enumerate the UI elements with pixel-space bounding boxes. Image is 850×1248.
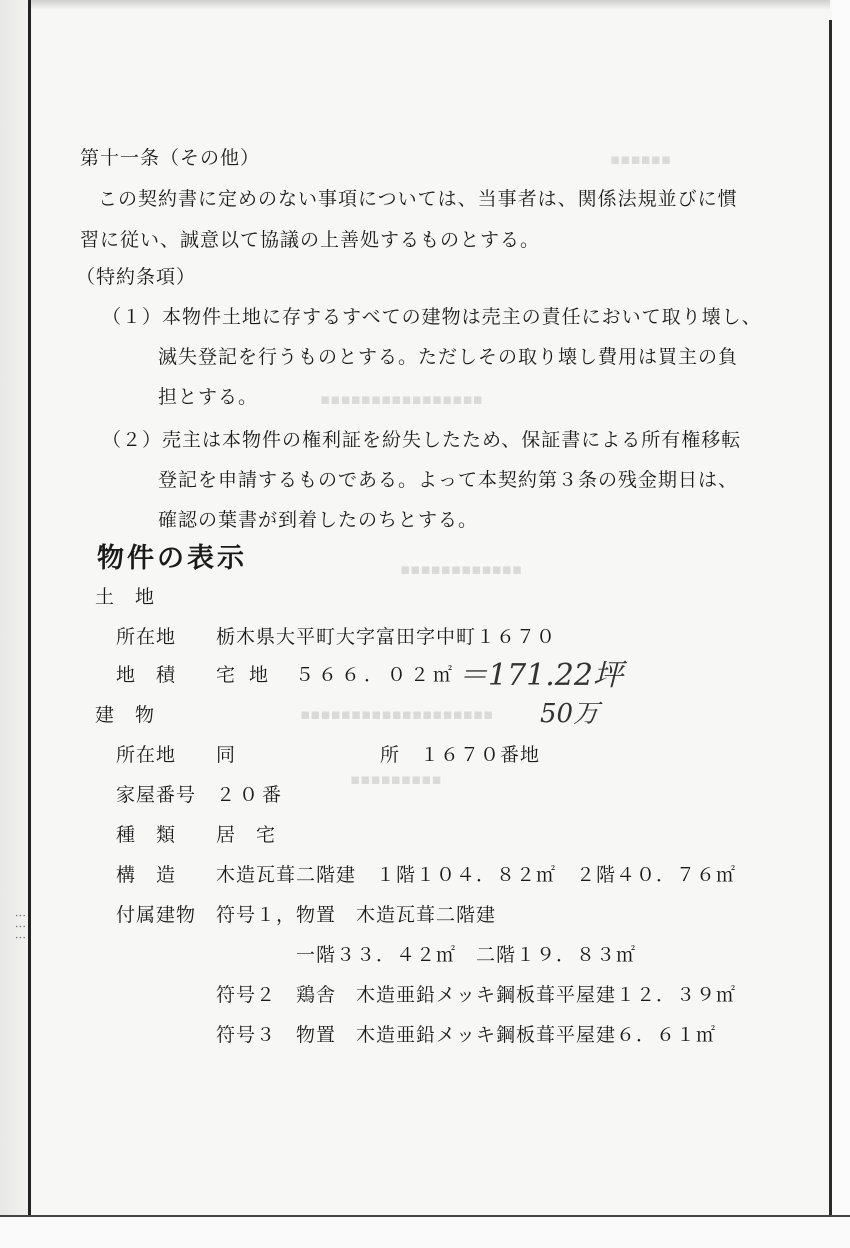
- building-label: 建 物: [95, 704, 156, 726]
- annex-line: 符号２ 鶏舎 木造亜鉛メッキ鋼板葺平屋建１２．３９㎡: [216, 984, 737, 1006]
- structure-value: 木造瓦葺二階建 １階１０４．８２㎡ ２階４０．７６㎡: [216, 864, 737, 886]
- article-title: 第十一条（その他）: [80, 147, 261, 169]
- bleed-through-marks: ▪▪▪▪▪▪▪▪▪▪▪▪: [400, 560, 522, 578]
- type-value: 居 宅: [216, 824, 277, 846]
- right-margin: [832, 0, 850, 1248]
- special-item-line: 登記を申請するものである。よって本契約第３条の残金期日は、: [158, 469, 739, 491]
- property-heading: 物件の表示: [97, 543, 247, 574]
- land-label: 土 地: [95, 586, 156, 608]
- bleed-through-marks: ⋮⋮⋮: [14, 910, 27, 943]
- bleed-through-marks: ▪▪▪▪▪▪▪▪▪▪▪▪▪▪▪▪▪▪▪: [300, 705, 494, 723]
- handwritten-note: ＝171.22坪: [458, 658, 623, 693]
- article-body-line: 習に従い、誠意以て協議の上善処するものとする。: [80, 229, 541, 251]
- annex-line: 符号３ 物置 木造亜鉛メッキ鋼板葺平屋建６．６１㎡: [216, 1024, 717, 1046]
- special-item-line: （１）本物件土地に存するすべての建物は売主の責任において取り壊し、: [102, 306, 762, 328]
- special-item-line: 確認の葉書が到着したのちとする。: [158, 509, 479, 531]
- land-location-label: 所在地: [116, 626, 177, 648]
- bleed-through-marks: ▪▪▪▪▪▪: [610, 150, 671, 168]
- building-location-value: 所 １６７０番地: [380, 744, 541, 766]
- building-location-value: 同: [216, 744, 237, 766]
- house-number-value: ２０番: [216, 784, 286, 806]
- house-number-label: 家屋番号: [116, 784, 197, 806]
- annex-line: 一階３３．４２㎡ 二階１９．８３㎡: [296, 944, 637, 966]
- special-item-line: 滅失登記を行うものとする。ただしその取り壊し費用は買主の負: [158, 346, 739, 368]
- article-body-line: この契約書に定めのない事項については、当事者は、関係法規並びに慣: [98, 188, 738, 210]
- annex-label: 付属建物: [116, 904, 197, 926]
- top-shadow: [30, 0, 830, 10]
- bottom-page-edge: [0, 1215, 850, 1248]
- special-item-line: （２）売主は本物件の権利証を紛失したため、保証書による所有権移転: [102, 429, 742, 451]
- page-left-margin: [0, 0, 30, 1248]
- land-area-label: 地 積: [116, 664, 177, 686]
- land-area-value: 宅 地 ５６６．０２㎡: [216, 664, 457, 686]
- handwritten-note: 50万: [540, 699, 600, 729]
- type-label: 種 類: [116, 824, 177, 846]
- special-item-line: 担とする。: [158, 386, 259, 408]
- building-location-label: 所在地: [116, 744, 177, 766]
- annex-line: 符号１，物置 木造瓦葺二階建: [216, 904, 497, 926]
- special-title: （特約条項）: [76, 266, 197, 288]
- bleed-through-marks: ▪▪▪▪▪▪▪▪▪: [350, 770, 442, 788]
- land-location-value: 栃木県大平町大字富田字中町１６７０: [216, 626, 557, 648]
- structure-label: 構 造: [116, 864, 177, 886]
- left-border-line: [28, 0, 31, 1215]
- bleed-through-marks: ▪▪▪▪▪▪▪▪▪▪▪▪▪▪▪▪: [320, 390, 483, 408]
